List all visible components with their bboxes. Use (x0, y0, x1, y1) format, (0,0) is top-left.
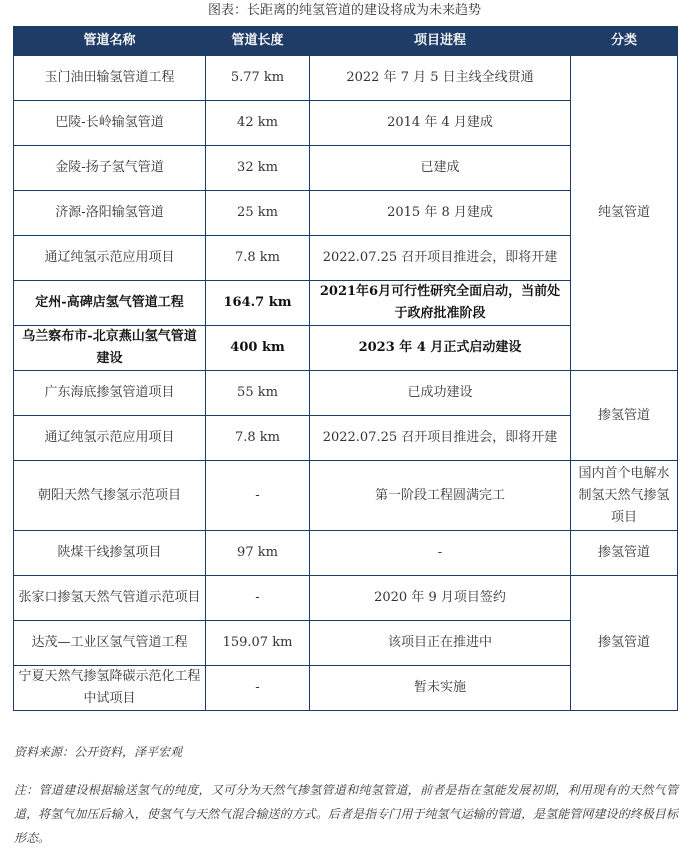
pipeline-length: - (206, 576, 310, 621)
header-pipeline-length: 管道长度 (206, 27, 310, 56)
pipeline-length: 97 km (206, 531, 310, 576)
project-progress: - (310, 531, 571, 576)
pipeline-name: 广东海底掺氢管道项目 (14, 371, 206, 416)
pipeline-length: - (206, 461, 310, 531)
data-source: 资料来源：公开资料，泽平宏观 (14, 745, 183, 759)
table-caption: 图表：长距离的纯氢管道的建设将成为未来趋势 (207, 3, 481, 18)
pipeline-name: 金陵-扬子氢气管道 (14, 146, 206, 191)
table-row (14, 576, 678, 621)
project-progress: 暂未实施 (310, 666, 571, 711)
pipeline-name: 定州-高碑店氢气管道工程 (14, 281, 206, 326)
pipeline-length: 5.77 km (206, 56, 310, 101)
table-row (14, 56, 678, 101)
pipeline-length: 7.8 km (206, 236, 310, 281)
pipeline-length: 32 km (206, 146, 310, 191)
category-pure-hydrogen: 纯氢管道 (571, 56, 678, 371)
project-progress: 2014 年 4 月建成 (310, 101, 571, 146)
pipeline-name: 达茂—工业区氢气管道工程 (14, 621, 206, 666)
header-pipeline-name: 管道名称 (14, 27, 206, 56)
project-progress: 第一阶段工程圆满完工 (310, 461, 571, 531)
pipeline-name: 乌兰察布市-北京燕山氢气管道建设 (14, 326, 206, 371)
project-progress: 2023 年 4 月正式启动建设 (310, 326, 571, 371)
project-progress: 2022.07.25 召开项目推进会，即将开建 (310, 236, 571, 281)
pipeline-length: 42 km (206, 101, 310, 146)
project-progress: 2022.07.25 召开项目推进会，即将开建 (310, 416, 571, 461)
pipeline-length: 164.7 km (206, 281, 310, 326)
project-progress: 2021年6月可行性研究全面启动，当前处于政府批准阶段 (310, 281, 571, 326)
pipeline-name: 宁夏天然气掺氢降碳示范化工程中试项目 (14, 666, 206, 711)
pipeline-length: 25 km (206, 191, 310, 236)
pipeline-length: 7.8 km (206, 416, 310, 461)
pipeline-length: 400 km (206, 326, 310, 371)
pipeline-name: 巴陵-长岭输氢管道 (14, 101, 206, 146)
pipeline-name: 张家口掺氢天然气管道示范项目 (14, 576, 206, 621)
header-project-progress: 项目进程 (310, 27, 571, 56)
category-blended-hydrogen: 掺氢管道 (571, 371, 678, 461)
project-progress: 该项目正在推进中 (310, 621, 571, 666)
table-row (14, 461, 678, 531)
pipeline-name: 朝阳天然气掺氢示范项目 (14, 461, 206, 531)
pipeline-name: 通辽纯氢示范应用项目 (14, 416, 206, 461)
footnote: 注：管道建设根据输送氢气的纯度，又可分为天然气掺氢管道和纯氢管道，前者是指在氢能发展初期，利用现有的天然气管道，将氢气加压后输入，使氢气与天然气混合输送的方式。后者是指专门用于纯氢气运输的管道，是氢能管网建设的终极目标形态。 (14, 783, 678, 845)
project-progress: 已成功建设 (310, 371, 571, 416)
project-progress: 2020 年 9 月项目签约 (310, 576, 571, 621)
table-row (14, 371, 678, 416)
hydrogen-pipeline-table (13, 26, 678, 711)
table-row (14, 531, 678, 576)
category-blended-hydrogen: 掺氢管道 (571, 531, 678, 576)
pipeline-name: 陕煤干线掺氢项目 (14, 531, 206, 576)
pipeline-length: - (206, 666, 310, 711)
header-category: 分类 (571, 27, 678, 56)
pipeline-name: 玉门油田输氢管道工程 (14, 56, 206, 101)
pipeline-length: 55 km (206, 371, 310, 416)
category-first-electrolysis: 国内首个电解水制氢天然气掺氢项目 (571, 461, 678, 531)
pipeline-name: 济源-洛阳输氢管道 (14, 191, 206, 236)
header-row (14, 27, 678, 56)
pipeline-length: 159.07 km (206, 621, 310, 666)
project-progress: 2015 年 8 月建成 (310, 191, 571, 236)
project-progress: 2022 年 7 月 5 日主线全线贯通 (310, 56, 571, 101)
pipeline-name: 通辽纯氢示范应用项目 (14, 236, 206, 281)
project-progress: 已建成 (310, 146, 571, 191)
category-blended-hydrogen: 掺氢管道 (571, 576, 678, 711)
